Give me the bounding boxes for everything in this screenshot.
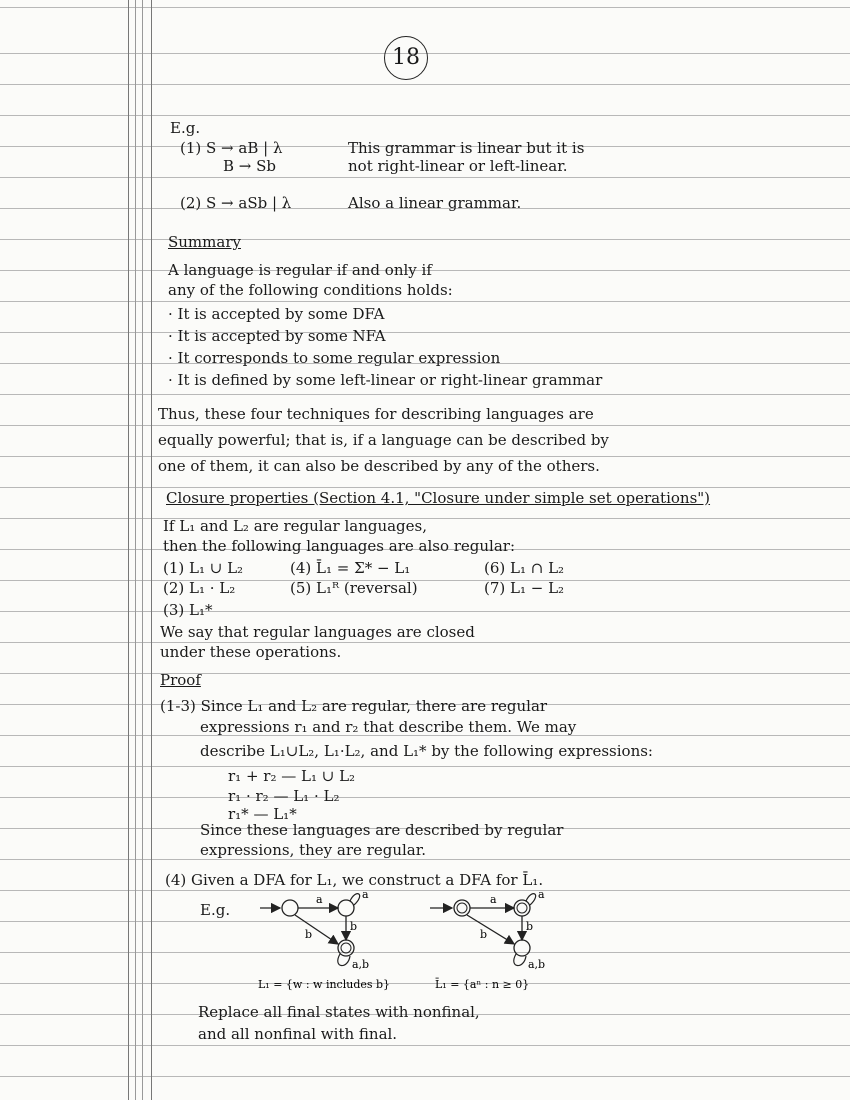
transition-label: a [538, 888, 545, 901]
note-line: (1) S → aB | λ [180, 139, 283, 157]
state-q1 [338, 900, 354, 916]
state-q0 [282, 900, 298, 916]
note-line: · It corresponds to some regular expression [168, 349, 501, 367]
transition-label: a [490, 893, 497, 906]
note-line: not right-linear or left-linear. [348, 157, 568, 175]
note-line: · It is accepted by some NFA [168, 327, 386, 345]
note-line: r₁ · r₂ — L₁ · L₂ [228, 787, 340, 805]
dfa-right [430, 888, 545, 991]
dfa-left [258, 888, 390, 991]
note-line: (4) Given a DFA for L₁, we construct a DFA for L̄₁. [165, 871, 544, 889]
note-line: This grammar is linear but it is [348, 139, 585, 157]
page-number: 18 [384, 36, 428, 80]
transition-label: b [305, 928, 313, 941]
note-line: any of the following conditions holds: [168, 281, 453, 299]
note-line: (1) L₁ ∪ L₂ [163, 559, 244, 577]
note-line: · It is accepted by some DFA [168, 305, 385, 323]
note-line: under these operations. [160, 643, 342, 661]
note-line: · It is defined by some left-linear or right-linear grammar [168, 371, 603, 389]
note-line: expressions, they are regular. [200, 841, 427, 859]
note-line: describe L₁∪L₂, L₁·L₂, and L₁* by the following expressions: [200, 742, 653, 760]
note-line: Proof [160, 671, 201, 689]
note-line: We say that regular languages are closed [160, 623, 475, 641]
note-line: equally powerful; that is, if a language can be described by [158, 431, 609, 449]
note-line: and all nonfinal with final. [198, 1025, 398, 1043]
note-line: expressions r₁ and r₂ that describe them. We may [200, 718, 577, 736]
dfa-left-caption: L₁ = {w : w includes b} [258, 978, 391, 991]
transition [467, 915, 514, 944]
note-line: (7) L₁ − L₂ [484, 579, 565, 597]
note-line: E.g. [170, 119, 201, 137]
note-line: A language is regular if and only if [168, 261, 432, 279]
transition-label: b [480, 928, 488, 941]
transition [295, 915, 338, 944]
note-line: r₁* — L₁* [228, 805, 297, 823]
note-line: Replace all final states with nonfinal, [198, 1003, 480, 1021]
note-line: Closure properties (Section 4.1, "Closure under simple set operations") [166, 489, 711, 507]
note-line: then the following languages are also regular: [163, 537, 516, 555]
note-line: one of them, it can also be described by any of the others. [158, 457, 600, 475]
note-line: (2) S → aSb | λ [180, 194, 292, 212]
transition-label: a [316, 893, 323, 906]
note-line: (5) L₁ᴿ (reversal) [290, 579, 418, 597]
final-marker [457, 903, 467, 913]
note-line: (2) L₁ · L₂ [163, 579, 236, 597]
note-line: r₁ + r₂ — L₁ ∪ L₂ [228, 767, 356, 785]
self-loop [350, 894, 360, 905]
note-line: E.g. [200, 901, 231, 919]
note-line: If L₁ and L₂ are regular languages, [163, 517, 428, 535]
note-line: (1-3) Since L₁ and L₂ are regular, there are regular [160, 697, 548, 715]
transition-label: a,b [528, 958, 546, 971]
final-marker [517, 903, 527, 913]
note-line: (3) L₁* [163, 601, 213, 619]
note-line: Also a linear grammar. [348, 194, 522, 212]
state-q0 [454, 900, 470, 916]
note-line: Thus, these four techniques for describing languages are [158, 405, 594, 423]
transition-label: b [526, 920, 534, 933]
final-marker [341, 943, 351, 953]
note-line: B → Sb [223, 157, 277, 175]
dfa-diagram [180, 888, 600, 998]
state-q2 [338, 940, 354, 956]
note-line: (4) L̄₁ = Σ* − L₁ [290, 559, 411, 577]
state-q2 [514, 940, 530, 956]
transition-label: b [350, 920, 358, 933]
self-loop [526, 894, 536, 905]
margin-lines [128, 0, 152, 1100]
transition-label: a,b [352, 958, 370, 971]
dfa-right-caption: L̄₁ = {aⁿ : n ≥ 0} [435, 978, 530, 991]
note-line: (6) L₁ ∩ L₂ [484, 559, 565, 577]
note-line: Since these languages are described by regular [200, 821, 564, 839]
state-q1 [514, 900, 530, 916]
transition-label: a [362, 888, 369, 901]
note-line: Summary [168, 233, 241, 251]
